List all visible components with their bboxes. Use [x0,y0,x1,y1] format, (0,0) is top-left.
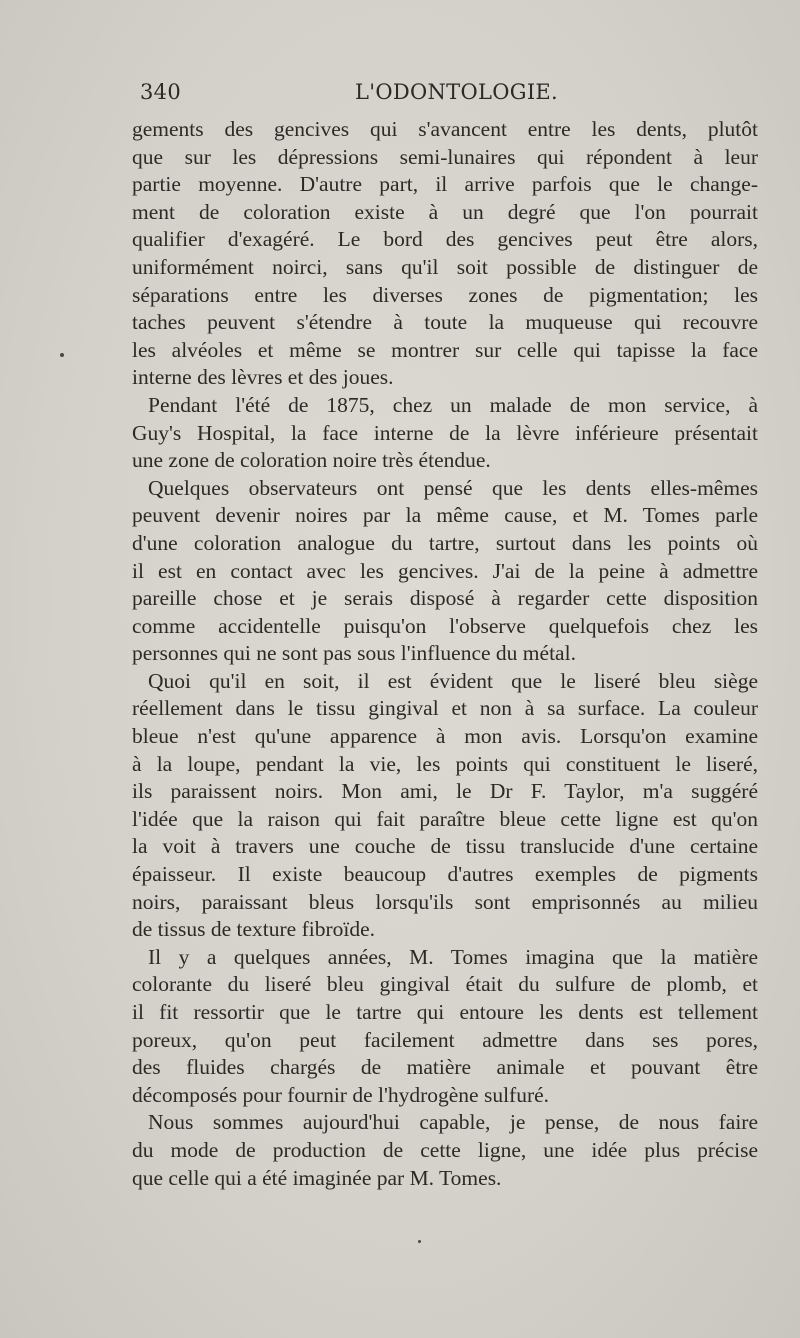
paper-speck [60,353,64,357]
text-line: Guy's Hospital, la face interne de la lèvre inférieure présentait [132,420,758,445]
text-line: gements des gencives qui s'avancent entre les dents, plutôt [132,117,758,141]
running-head [140,80,652,110]
page-number: 340 [140,80,181,104]
text-line: des fluides chargés de matière animale et pouvant être [132,1055,758,1080]
text-line: partie moyenne. D'autre part, il arrive parfois que le change- [132,172,758,197]
text-line: que celle qui a été imaginée par M. Tomes. [132,1165,502,1190]
text-line: poreux, qu'on peut facilement admettre dans ses pores, [132,1027,758,1052]
text-line: uniformément noirci, sans qu'il soit possible de distinguer de [132,254,758,279]
text-line: personnes qui ne sont pas sous l'influence du métal. [132,641,576,666]
text-line: ment de coloration existe à un degré que l'on pourrait [132,199,758,224]
text-line: que sur les dépressions semi-lunaires qui répondent à leur [132,144,758,169]
text-line: réellement dans le tissu gingival et non à sa surface. La couleur [132,696,758,721]
text-line: bleue n'est qu'une apparence à mon avis. Lorsqu'on examine [132,724,758,749]
text-line: séparations entre les diverses zones de pigmentation; les [132,282,758,307]
text-line: Pendant l'été de 1875, chez un malade de mon service, à [148,392,758,417]
text-line: l'idée que la raison qui fait paraître bleue cette ligne est qu'on [132,806,758,831]
text-line: interne des lèvres et des joues. [132,365,394,390]
text-line: comme accidentelle puisqu'on l'observe quelquefois chez les [132,613,758,638]
text-line: à la loupe, pendant la vie, les points qui constituent le liseré, [132,751,758,776]
text-line: Il y a quelques années, M. Tomes imagina que la matière [148,944,758,969]
text-line: noirs, paraissant bleus lorsqu'ils sont emprisonnés au milieu [132,889,758,914]
text-line: la voit à travers une couche de tissu translucide d'une certaine [132,834,758,859]
text-line: il est en contact avec les gencives. J'ai de la peine à admettre [132,558,758,583]
running-title: L'ODONTOLOGIE. [355,80,559,104]
text-line: décomposés pour fournir de l'hydrogène sulfuré. [132,1082,550,1107]
text-line: Quoi qu'il en soit, il est évident que le liseré bleu siège [148,668,758,693]
text-line: pareille chose et je serais disposé à regarder cette disposition [132,586,758,611]
text-line: épaisseur. Il existe beaucoup d'autres exemples de pigments [132,862,758,887]
text-line: qualifier d'exagéré. Le bord des gencives peut être alors, [132,227,758,252]
text-line: Quelques observateurs ont pensé que les dents elles-mêmes [148,475,758,500]
text-line: Nous sommes aujourd'hui capable, je pense, de nous faire [148,1110,758,1135]
body-text [132,116,758,1192]
text-line: d'une coloration analogue du tartre, surtout dans les points où [132,530,758,555]
text-line: colorante du liseré bleu gingival était du sulfure de plomb, et [132,972,758,997]
text-line: de tissus de texture fibroïde. [132,917,376,942]
text-line: il fit ressortir que le tartre qui entoure les dents est tellement [132,1000,758,1024]
text-line: taches peuvent s'étendre à toute la muqueuse qui recouvre [132,310,758,335]
paper-speck [418,1240,421,1243]
text-line: une zone de coloration noire très étendue. [132,448,491,473]
text-line: ils paraissent noirs. Mon ami, le Dr F. Taylor, m'a suggéré [132,779,758,804]
text-line: peuvent devenir noires par la même cause, et M. Tomes parle [132,503,758,528]
text-line: du mode de production de cette ligne, une idée plus précise [132,1137,758,1162]
text-line: les alvéoles et même se montrer sur celle qui tapisse la face [132,337,758,362]
